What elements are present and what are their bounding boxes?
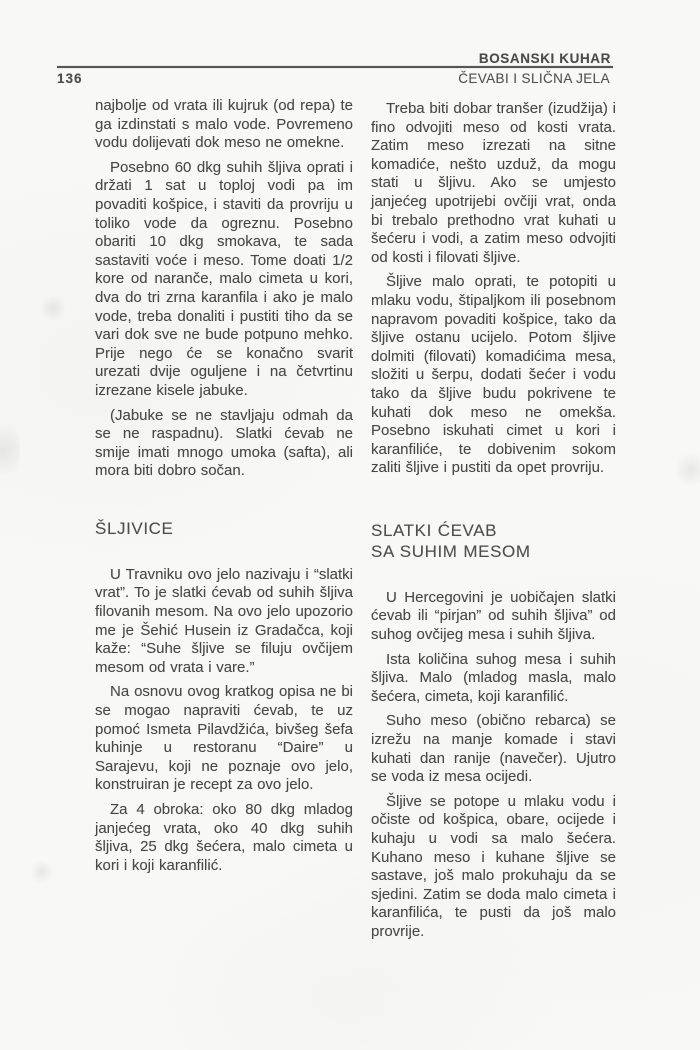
recipe-heading-slatki-cevab [371, 520, 616, 562]
left-column [95, 97, 353, 881]
paragraph: Šljive se potope u mlaku vodu i očiste od košpica, obare, ocijede i kuhaju u vodi sa malo šećera. Kuhano meso i kuhane šljive se sastave, još malo prokuhaju da se sjedini. Zatim se doda malo cimeta i karanfilića, te pusti da još malo provrije. [371, 792, 616, 940]
paragraph: Ista količina suhog mesa i suhih šljiva. Malo (mladog masla, malo šećera, cimeta, koji karanfilić. [371, 650, 616, 705]
paragraph: Na osnovu ovog kratkog opisa ne bi se mogao napraviti ćevab, te uz pomoć Ismeta Pilavdžića, bivšeg šefa kuhinje u restoranu “Daire” u Sarajevu, koji ne poznaje ovo jelo, konstruiran je recept za ovo jelo. [95, 683, 353, 794]
paragraph: (Jabuke se ne stavljaju odmah da se ne raspadnu). Slatki ćevab ne smije imati mnogo umoka (safta), ali mora biti dobro sočan. [95, 406, 353, 480]
paragraph: Suho meso (obično rebarca) se izrežu na manje komade i stavi kuhati dan ranije (navečer). Ujutro se voda iz mesa ocijedi. [371, 712, 616, 786]
paragraph: U Hercegovini je uobičajen slatki ćevab ili “pirjan” od suhih šljiva” od suhog ovčijeg mesa i suhih šljiva. [371, 588, 616, 644]
book-title: BOSANSKI KUHAR [478, 51, 611, 66]
recipe-heading-line1: SLATKI ĆEVAB [371, 520, 498, 540]
scan-artifact [0, 415, 20, 485]
paragraph-continuation: najbolje od vrata ili kujruk (od repa) te ga izdinstati s malo vode. Povremeno vodu dolijevati dok meso ne omekne. [95, 97, 353, 152]
scan-artifact [676, 450, 700, 490]
chapter-title: ČEVABI I SLIČNA JELA [458, 71, 610, 86]
header-divider-rule [57, 66, 613, 68]
recipe-heading-sljivice: ŠLJIVICE [95, 518, 174, 538]
scan-artifact [30, 860, 54, 884]
paragraph: Posebno 60 dkg suhih šljiva oprati i držati 1 sat u toploj vodi pa im povaditi košpice, i staviti da provriju u toliko vode da ogreznu. Posebno obariti 10 dkg smokava, te sada sastaviti voće i meso. Tome doati 1/2 kore od naranče, malo cimeta u kori, dva do tri zrna karanfila i ako je malo vode, treba donaliti i pustiti tiho da se vari dok sve ne bude potpuno mehko. Prije nego će se konačno svarit urezati dvije oguljene i na četvrtinu izrezane kisele jabuke. [95, 158, 353, 399]
page-number: 136 [57, 71, 83, 86]
paragraph: Za 4 obroka: oko 80 dkg mladog janjećeg vrata, oko 40 dkg suhih šljiva, 25 dkg šećera, malo cimeta u kori i koji karanfilić. [95, 801, 353, 874]
scan-artifact [40, 295, 66, 321]
paragraph: Treba biti dobar tranšer (izudžija) i fino odvojiti meso od kosti vrata. Zatim meso izrezati na sitne komadiće, nešto uzduž, da mogu stati u šljivu. Ako se umjesto janjećeg upotrijebi ovčiji vrat, onda bi trebalo prethodno vrat kuhati u šećeru i vodi, a zatim meso odvojiti od kosti i filovati šljive. [371, 100, 616, 266]
paragraph: Šljive malo oprati, te potopiti u mlaku vodu, štipaljkom ili posebnom napravom povaditi košpice, tako da šljive ostanu ucijelo. Potom šljive dolmiti (filovati) komadićima mesa, složiti u šerpu, dodati šećer i vodu tako da šljive budu pokrivene te kuhati dok meso ne omekša. Posebno iskuhati cimet u kori i karanfiliće, te dobivenim sokom zaliti šljive i pustiti da opet provriju. [371, 273, 616, 477]
recipe-heading-line2: SA SUHIM MESOM [371, 541, 531, 561]
paragraph: U Travniku ovo jelo nazivaju i “slatki vrat”. To je slatki ćevab od suhih šljiva filovanih mesom. Na ovo jelo upozorio me je Šehić Husein iz Gradačca, koji kaže: “Suhe šljive se filuju ovčijem mesom od vrata i vare.” [95, 565, 353, 676]
right-column [371, 100, 616, 948]
